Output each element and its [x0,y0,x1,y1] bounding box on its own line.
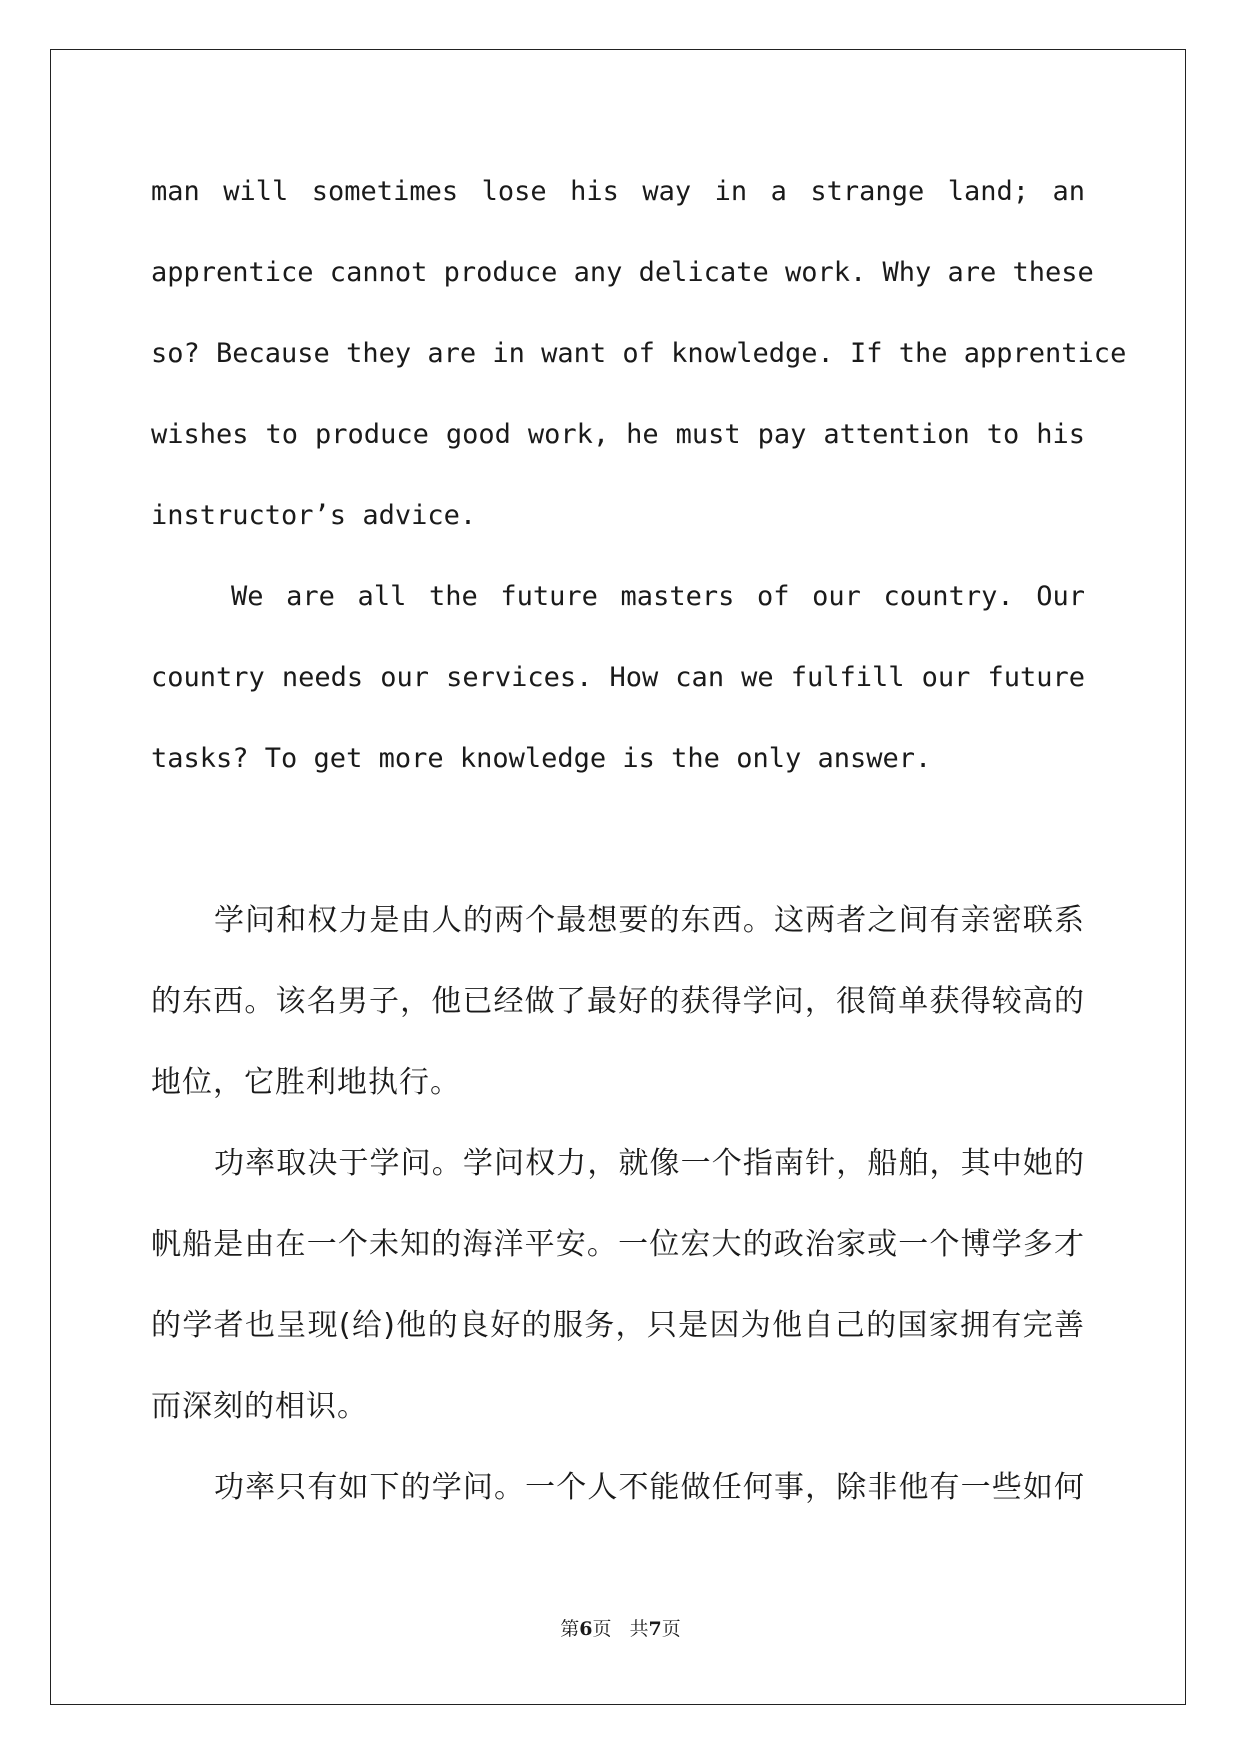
english-text-line: man will sometimes lose his way in a strange land; an [151,176,1085,207]
english-text-line: We are all the future masters of our country. Our [231,581,1085,612]
total-prefix: 共 [629,1618,649,1640]
english-text-line: apprentice cannot produce any delicate work. Why are these [151,257,1094,288]
chinese-text-line: 功率取决于学问。学问权力，就像一个指南针，船舶，其中她的 [214,1146,1085,1181]
page-suffix: 页 [592,1618,612,1640]
chinese-text-line: 学问和权力是由人的两个最想要的东西。这两者之间有亲密联系 [214,903,1085,938]
english-text-line: country needs our services. How can we fulfill our future [151,662,1085,693]
page-border [50,49,1186,1705]
page-number: 6 [579,1618,593,1640]
english-text-line: wishes to produce good work, he must pay attention to his [151,419,1085,450]
total-suffix: 页 [661,1618,681,1640]
chinese-text-line: 地位，它胜利地执行。 [151,1065,461,1100]
english-text-line: so? Because they are in want of knowledge. If the apprentice [151,338,1127,369]
chinese-text-line: 的学者也呈现(给)他的良好的服务，只是因为他自己的国家拥有完善 [151,1308,1085,1343]
chinese-text-line: 而深刻的相识。 [151,1389,368,1424]
english-text-line: tasks? To get more knowledge is the only answer. [151,743,932,774]
chinese-text-line: 的东西。该名男子，他已经做了最好的获得学问，很简单获得较高的 [151,984,1085,1019]
page-prefix: 第 [560,1618,580,1640]
chinese-text-line: 帆船是由在一个未知的海洋平安。一位宏大的政治家或一个博学多才 [151,1227,1085,1262]
english-text-line: instructor’s advice. [151,500,477,531]
chinese-text-line: 功率只有如下的学问。一个人不能做任何事，除非他有一些如何 [214,1470,1085,1505]
total-pages: 7 [648,1618,662,1640]
page-footer [0,1614,1241,1641]
